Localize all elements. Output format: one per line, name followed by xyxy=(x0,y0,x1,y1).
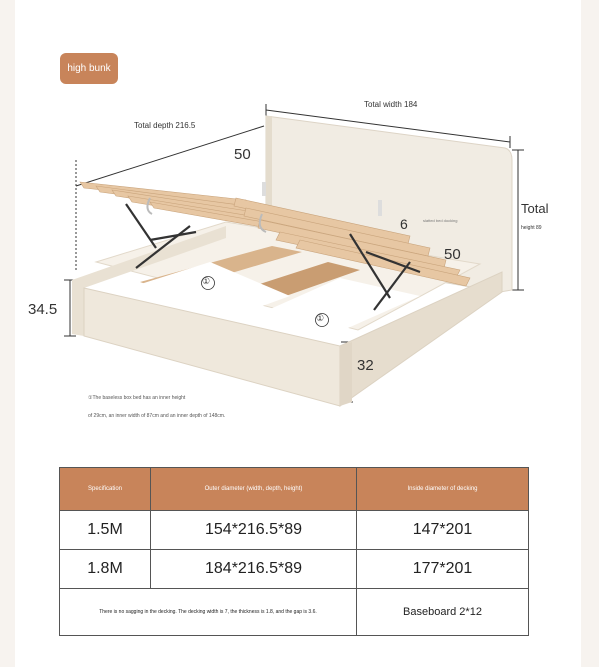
decking-note: There is no sagging in the decking. The decking width is 7, the thickness is 1.8, and the gap is 3.6. xyxy=(60,589,357,636)
docking-label: slatted bed docking xyxy=(423,218,458,223)
spec-table xyxy=(59,467,529,636)
height-value-label: height 89 xyxy=(521,225,542,231)
header-outer-diameter: Outer diameter (width, depth, height) xyxy=(151,468,357,511)
total-width-label: Total width 184 xyxy=(364,100,418,109)
high-bunk-badge: high bunk xyxy=(60,53,118,84)
slat-gap-label: 6 xyxy=(400,216,408,232)
note-line-2: of 29cm, an inner width of 87cm and an inner depth of 148cm. xyxy=(88,413,226,419)
table-footer-row xyxy=(60,589,529,636)
side-width-label: 50 xyxy=(444,246,461,263)
header-specification: Specification xyxy=(60,468,151,511)
baseboard-value: Baseboard 2*12 xyxy=(357,589,529,636)
table-row xyxy=(60,550,529,589)
cell-outer: 154*216.5*89 xyxy=(151,511,357,550)
total-height-label: Total xyxy=(521,201,549,216)
headboard-thickness-label: 50 xyxy=(234,146,251,163)
total-depth-label: Total depth 216.5 xyxy=(134,121,196,130)
base-height-label: 34.5 xyxy=(28,301,58,318)
cell-size: 1.5M xyxy=(60,511,151,550)
marker-2-label: ① xyxy=(316,313,325,323)
table-row xyxy=(60,511,529,550)
cell-inner: 177*201 xyxy=(357,550,529,589)
frame-height-label: 32 xyxy=(357,357,374,374)
marker-1-label: ① xyxy=(202,276,211,286)
table-header-row xyxy=(60,468,529,511)
header-inside-diameter: Inside diameter of decking xyxy=(357,468,529,511)
note-line-1: ①The baseless box bed has an inner height xyxy=(88,395,186,401)
cell-size: 1.8M xyxy=(60,550,151,589)
cell-inner: 147*201 xyxy=(357,511,529,550)
cell-outer: 184*216.5*89 xyxy=(151,550,357,589)
